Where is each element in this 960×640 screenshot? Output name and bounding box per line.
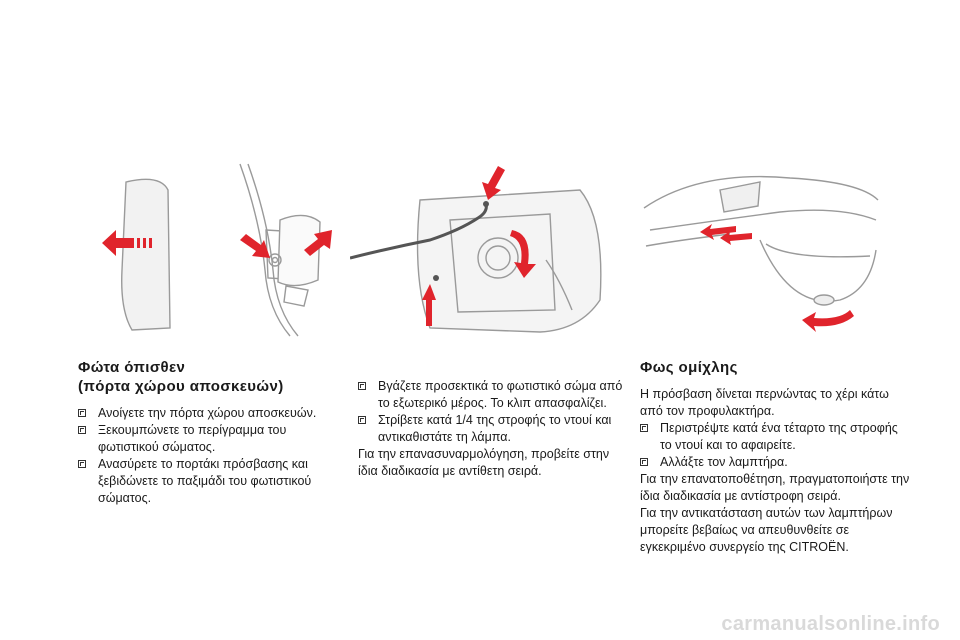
step-checkbox-icon: [640, 458, 648, 466]
tailgate-illustration: [90, 160, 340, 340]
list-item: Αλλάξτε τον λαμπτήρα.: [640, 454, 910, 471]
fog-light-illustration: [640, 160, 880, 340]
watermark: carmanualsonline.info: [721, 613, 940, 635]
step-checkbox-icon: [358, 382, 366, 390]
list-item: Περιστρέψτε κατά ένα τέταρτο της στροφής το ντουί και το αφαιρείτε.: [640, 420, 910, 454]
step-checkbox-icon: [78, 460, 86, 468]
list-item: Στρίβετε κατά 1/4 της στροφής το ντουί και αντικαθιστάτε τη λάμπα.: [358, 412, 623, 446]
list-item: Ανασύρετε το πορτάκι πρόσβασης και ξεβιδώνετε το παξιμάδι του φωτιστικού σώματος.: [78, 456, 340, 507]
fog-light-section: [640, 358, 910, 556]
step-checkbox-icon: [78, 426, 86, 434]
step-checkbox-icon: [358, 416, 366, 424]
list-item: Ξεκουμπώνετε το περίγραμμα του φωτιστικού σώματος.: [78, 422, 340, 456]
lamp-housing-illustration: [350, 160, 610, 340]
rear-lights-title: [78, 358, 340, 396]
rear-lights-title-line2: (πόρτα χώρου αποσκευών): [78, 378, 284, 395]
step-checkbox-icon: [640, 424, 648, 432]
list-item: Βγάζετε προσεκτικά το φωτιστικό σώμα από το εξωτερικό μέρος. Το κλιπ απασφαλίζει.: [358, 378, 623, 412]
fog-light-note: Για την αντικατάσταση αυτών των λαμπτήρων μπορείτε βεβαίως να απευθυνθείτε σε εγκεκριμένο συνεργείο της CITROËN.: [640, 506, 893, 554]
fog-light-intro: Η πρόσβαση δίνεται περνώντας το χέρι κάτω από τον προφυλακτήρα.: [640, 387, 889, 418]
fog-light-title: Φως ομίχλης: [640, 359, 738, 376]
reassembly-note: Για την επανασυναρμολόγηση, προβείτε στην ίδια διαδικασία με αντίθετη σειρά.: [358, 447, 610, 478]
fog-light-note: Για την επανατοποθέτηση, πραγματοποιήστε την ίδια διαδικασία με αντίστροφη σειρά.: [640, 472, 910, 503]
step-checkbox-icon: [78, 409, 86, 417]
bulb-removal-section: [358, 378, 623, 480]
list-item: Ανοίγετε την πόρτα χώρου αποσκευών.: [78, 405, 340, 422]
rear-lights-title-line1: Φώτα όπισθεν: [78, 359, 186, 376]
rear-lights-section: [78, 358, 340, 507]
